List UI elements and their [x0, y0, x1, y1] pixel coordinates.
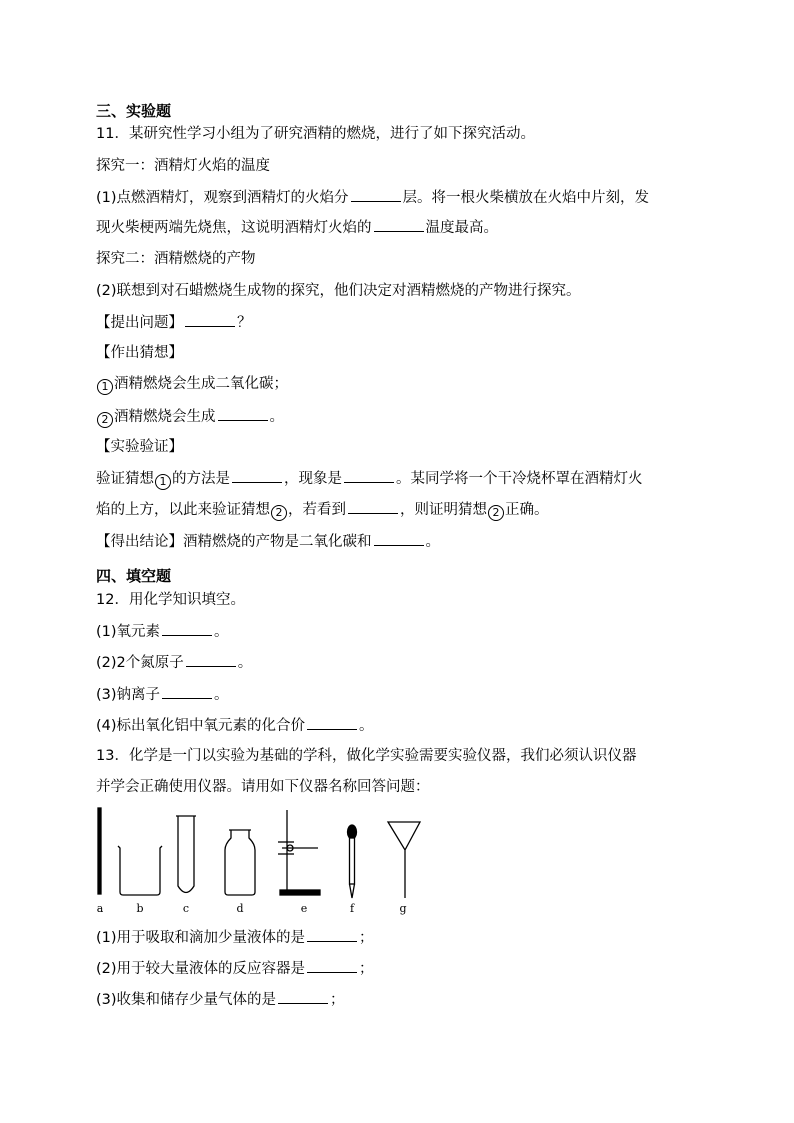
circled-number: 2: [97, 412, 113, 428]
q13-item: [96, 958, 374, 979]
answer-blank[interactable]: [374, 217, 424, 232]
test-tube-icon: [176, 816, 196, 893]
apparatus-label: g: [399, 902, 407, 915]
funnel-icon: [388, 822, 420, 898]
gas-bottle-icon: [225, 830, 255, 895]
circled-number: 1: [97, 379, 113, 395]
verify-text-d: 。某同学将一个干冷烧杯罩在酒精灯火: [396, 471, 643, 487]
inquiry1-title: 探究一：酒精灯火焰的温度: [96, 158, 270, 174]
answer-blank[interactable]: [348, 499, 398, 514]
answer-blank[interactable]: [307, 927, 357, 942]
circled-number: 1: [155, 474, 171, 490]
conclusion-end: 。: [425, 534, 440, 550]
q13-item-text: (1)用于吸取和滴加少量液体的是: [96, 930, 306, 946]
q13-stem-line2: 并学会正确使用仪器。请用如下仪器名称回答问题：: [96, 779, 430, 795]
q13-item-text: (3)收集和储存少量气体的是: [96, 992, 277, 1008]
section4-heading: 四、填空题: [96, 567, 172, 585]
answer-blank[interactable]: [307, 958, 357, 973]
guess2-text: 酒精燃烧会生成: [114, 409, 216, 425]
q11-p1-text-a: (1)点燃酒精灯，观察到酒精灯的火焰分: [96, 190, 349, 206]
conclusion-text: 【得出结论】酒精燃烧的产物是二氧化碳和: [96, 534, 372, 550]
answer-blank[interactable]: [278, 989, 328, 1004]
answer-blank[interactable]: [374, 531, 424, 546]
apparatus-label: d: [236, 902, 244, 915]
guess1-text: 酒精燃烧会生成二氧化碳；: [114, 376, 288, 392]
answer-blank[interactable]: [162, 621, 212, 636]
q13-item-end: ；: [359, 961, 374, 977]
ask-question-label: 【提出问题】: [96, 315, 183, 331]
section3-heading: 三、实验题: [96, 102, 172, 120]
answer-blank[interactable]: [185, 312, 235, 327]
answer-blank[interactable]: [351, 187, 401, 202]
q11-part1-line2: [96, 217, 498, 238]
q11-p1-text-c: 现火柴梗两端先烧焦，这说明酒精灯火焰的: [96, 220, 372, 236]
conclusion-line: [96, 531, 440, 552]
verify-text-h: 正确。: [505, 502, 549, 518]
q12-item-end: 。: [237, 655, 253, 671]
inquiry2-title: 探究二：酒精燃烧的产物: [96, 251, 256, 267]
verify-label: 【实验验证】: [96, 439, 183, 455]
guess2-line: [96, 406, 284, 428]
q13-item: [96, 927, 374, 948]
dropper-icon: [348, 825, 357, 898]
q11-part1-line1: [96, 187, 649, 208]
ask-question-line: [96, 312, 252, 333]
beaker-icon: [118, 846, 162, 895]
iron-stand-icon: [278, 810, 320, 895]
answer-blank[interactable]: [186, 652, 236, 667]
answer-blank[interactable]: [344, 468, 394, 483]
q12-item: [96, 652, 252, 673]
ask-question-end: ？: [237, 315, 252, 331]
q12-item-end: 。: [214, 624, 229, 640]
q13-item-end: ；: [359, 930, 374, 946]
q12-item-end: 。: [214, 687, 229, 703]
verify-line1: [96, 468, 643, 490]
verify-text-b: 的方法是: [172, 471, 230, 487]
lab-apparatus-figure: [90, 806, 430, 918]
guess2-end: 。: [269, 409, 284, 425]
q13-stem-line1: 13．化学是一门以实验为基础的学科，做化学实验需要实验仪器，我们必须认识仪器: [96, 748, 637, 764]
q12-item: [96, 621, 229, 642]
glass-rod-icon: [98, 808, 101, 894]
verify-text-c: ，现象是: [284, 471, 342, 487]
apparatus-label: f: [349, 902, 355, 915]
answer-blank[interactable]: [232, 468, 282, 483]
apparatus-label: a: [96, 902, 104, 915]
circled-number: 2: [271, 505, 287, 521]
q12-item: [96, 684, 229, 705]
q11-p1-text-b: 层。将一根火柴横放在火焰中片刻，发: [402, 190, 650, 206]
q11-p1-text-d: 温度最高。: [425, 220, 498, 236]
verify-line2: [96, 499, 549, 521]
apparatus-label: c: [182, 902, 190, 915]
answer-blank[interactable]: [307, 715, 357, 730]
apparatus-label: b: [136, 902, 144, 915]
q12-item-end: 。: [359, 718, 374, 734]
q13-item-end: ；: [330, 992, 345, 1008]
q12-stem: 12．用化学知识填空。: [96, 592, 245, 608]
verify-text-e: 焰的上方，以此来验证猜想: [96, 502, 270, 518]
q12-item-text: (3)钠离子: [96, 687, 161, 703]
apparatus-label: e: [300, 902, 308, 915]
q11-part2: (2)联想到对石蜡燃烧生成物的探究，他们决定对酒精燃烧的产物进行探究。: [96, 283, 581, 299]
q12-item-text: (4)标出氧化铝中氧元素的化合价: [96, 718, 306, 734]
answer-blank[interactable]: [218, 406, 268, 421]
q12-item: [96, 715, 374, 736]
q11-stem: 11．某研究性学习小组为了研究酒精的燃烧，进行了如下探究活动。: [96, 126, 535, 142]
make-guess-label: 【作出猜想】: [96, 345, 183, 361]
guess1-line: [96, 374, 288, 395]
q12-item-text: (2)2个氮原子: [96, 655, 184, 671]
verify-text-f: ，若看到: [288, 502, 346, 518]
circled-number: 2: [488, 505, 504, 521]
q13-item-text: (2)用于较大量液体的反应容器是: [96, 961, 306, 977]
verify-text-a: 验证猜想: [96, 471, 154, 487]
q12-item-text: (1)氧元素: [96, 624, 161, 640]
verify-text-g: ，则证明猜想: [400, 502, 487, 518]
answer-blank[interactable]: [162, 684, 212, 699]
q13-item: [96, 989, 345, 1010]
